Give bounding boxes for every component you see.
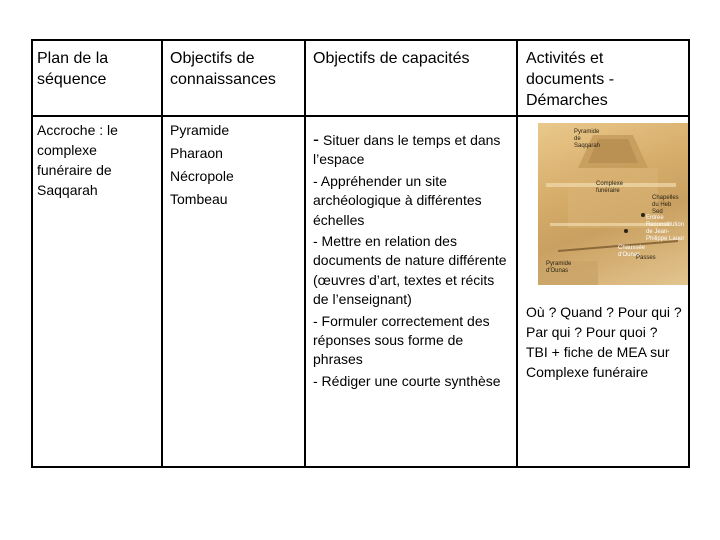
column-divider-1 [161,39,163,468]
header-capacites [313,48,509,69]
column-divider-2 [304,39,306,468]
activites-cell [526,302,691,382]
activite-item: Où ? Quand ? Pour qui ? Par qui ? Pour quoi ? [526,304,682,340]
row-divider [31,115,690,117]
table-border-top [31,39,690,41]
capacite-text: Situer dans le temps et dans l’espace [313,132,501,168]
header-connaissances [170,48,300,90]
label-chaussee: Chaussée d'Ounas [618,245,646,258]
connaissance-item: Tombeau [170,191,228,207]
capacite-item: - Mettre en relation des documents de nature différente (œuvres d’art, textes et récits de l’enseignant) [313,233,507,308]
connaissance-item: Pyramide [170,122,230,138]
capacite-item: - Rédiger une courte synthèse [313,372,501,389]
label-entree: Entrée Reconstitution de Jean-Philippe Lauer [646,215,685,242]
table-border-bottom [31,466,690,468]
capacite-item [313,130,511,170]
label-pyramide-ounas: Pyramide d'Ounas [546,261,572,274]
label-complexe: Complexe funéraire [596,181,624,194]
label-chapelles: Chapelles du Heb Sed [652,195,679,215]
header-connaissances-text: Objectifs de connaissances [170,50,276,88]
saqqarah-site-image [538,123,688,285]
dash-marker: - [313,129,319,149]
label-pyramide-saqqarah: Pyramide de Saqqarah [574,129,601,149]
header-plan-text: Plan de la séquence [37,50,109,88]
connaissance-item: Nécropole [170,168,234,184]
capacite-item: - Formuler correctement des réponses sous forme de phrases [313,312,490,368]
connaissance-item: Pharaon [170,145,223,161]
header-activites-text: Activités et documents - Démarches [526,50,615,109]
table-border-left [31,39,33,468]
header-capacites-text: Objectifs de capacités [313,50,470,67]
header-activites [526,48,661,111]
label-passes: Passes [636,255,656,261]
table-border-right [688,39,690,468]
plan-text: Accroche : le complexe funéraire de Saqqarah [37,122,118,198]
capacites-cell [313,130,511,391]
header-plan [37,48,155,90]
capacite-item: - Appréhender un site archéologique à différentes échelles [313,172,482,228]
plan-cell [37,120,155,200]
activite-item: TBI + fiche de MEA sur Complexe funéraire [526,344,670,380]
column-divider-3 [516,39,518,468]
connaissances-cell [170,120,280,212]
